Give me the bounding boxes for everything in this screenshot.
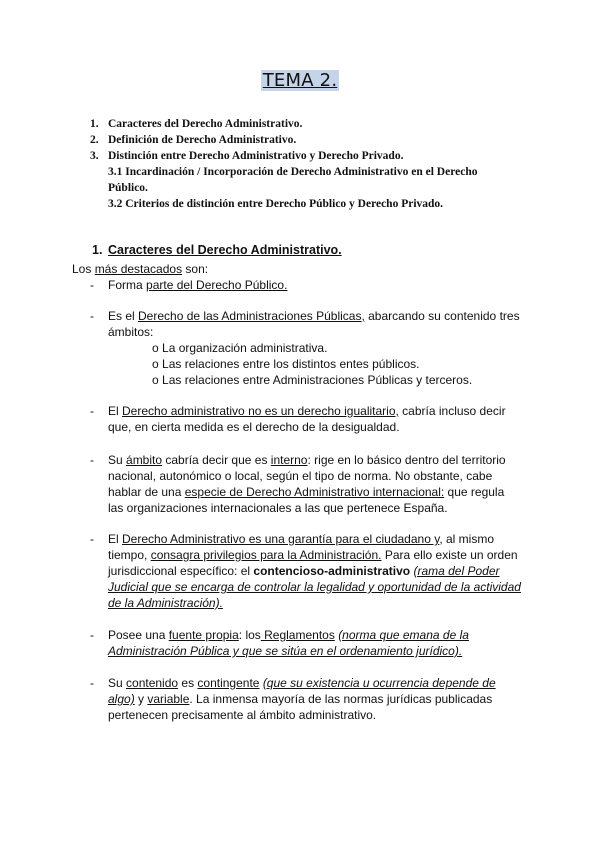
section-title: Caracteres del Derecho Administrativo. [108, 243, 342, 257]
dash-bullet: - [90, 453, 94, 467]
sub-list-item: o Las relaciones entre los distintos entes públicos. [152, 356, 530, 372]
section-heading [92, 242, 342, 258]
dash-bullet: - [90, 278, 94, 292]
toc-subitem: 3.2 Criterios de distinción entre Derecho Público y Derecho Privado. [108, 198, 444, 210]
intro-paragraph: Los más destacados son: [72, 262, 209, 276]
sub-list-item: o Las relaciones entre Administraciones Públicas y terceros. [152, 372, 530, 388]
dash-bullet: - [90, 532, 94, 546]
sub-list-item: o La organización administrativa. [152, 340, 530, 356]
table-of-contents [90, 116, 510, 212]
toc-subitem: Público. [108, 182, 148, 194]
toc-item [90, 116, 510, 132]
dash-bullet: - [90, 676, 94, 690]
toc-text: Definición de Derecho Administrativo. [108, 134, 297, 146]
section-number: 1. [92, 243, 103, 257]
toc-text: Caracteres del Derecho Administrativo. [108, 118, 303, 130]
list-item: - Posee una fuente propia: los Reglamentos (norma que emana de la Administración Pública y que se sitúa en el ordenamiento jurídico). [90, 628, 469, 658]
list-item: - Forma parte del Derecho Público. [90, 278, 288, 292]
toc-item [90, 148, 510, 164]
list-item: - El Derecho administrativo no es un derecho igualitario, cabría incluso decir que, en cierta medida es el derecho de la desigualdad. [90, 404, 506, 434]
dash-bullet: - [90, 628, 94, 642]
list-item: - Su contenido es contingente (que su existencia u ocurrencia depende de algo) y variable. La inmensa mayoría de las normas jurídicas publicadas pertenecen precisamente al ámbito administrativo. [90, 676, 496, 722]
toc-number: 3. [90, 150, 99, 162]
toc-subitem: 3.1 Incardinación / Incorporación de Derecho Administrativo en el Derecho [108, 166, 478, 178]
sub-list [152, 340, 530, 388]
toc-item [90, 132, 510, 148]
list-item: - El Derecho Administrativo es una garantía para el ciudadano y, al mismo tiempo, consagra privilegios para la Administración. Para ello existe un orden jurisdiccional específico: el contencioso-administrativo (rama del Poder Judicial que se encarga de controlar la legalidad y oportunidad de la actividad de la Administración). [90, 532, 521, 610]
document-title-block [0, 70, 600, 91]
toc-text: Distinción entre Derecho Administrativo y Derecho Privado. [108, 150, 404, 162]
dash-bullet: - [90, 404, 94, 418]
toc-number: 1. [90, 118, 99, 130]
list-item: - Su ámbito cabría decir que es interno: rige en lo básico dentro del territorio nacional, autonómico o local, según el tipo de norma. No obstante, cabe hablar de una especie de Derecho Administrativo internacional: que regula las organizaciones internacionales a las que pertenece España. [90, 453, 506, 515]
list-item: - Es el Derecho de las Administraciones Públicas, abarcando su contenido tres ámbitos: o La organización administrativa. o Las relaciones entre los distintos entes públicos. o Las relaciones entre Administraciones Públicas y terceros. [90, 308, 530, 388]
dash-bullet: - [90, 309, 94, 323]
document-title: TEMA 2. [262, 70, 338, 91]
toc-number: 2. [90, 134, 99, 146]
